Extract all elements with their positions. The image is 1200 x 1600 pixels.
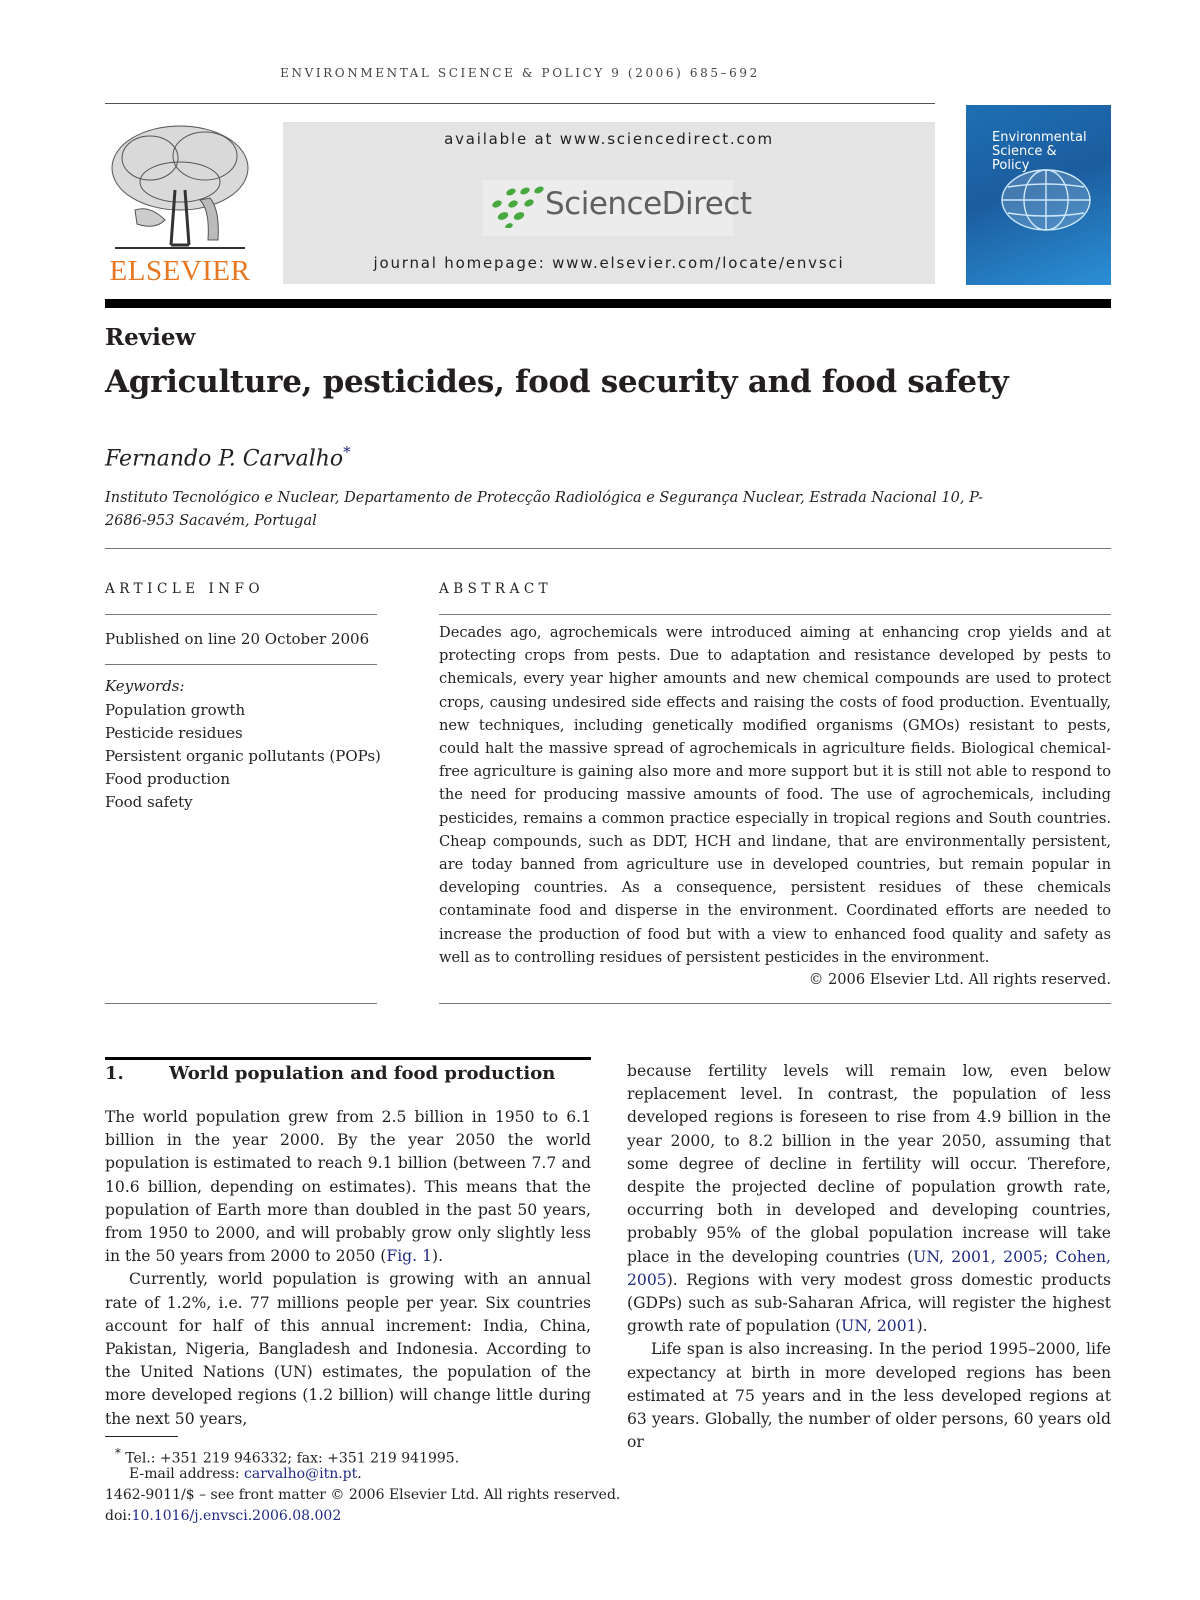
keywords-label: Keywords: (105, 677, 185, 695)
doi-line (105, 1506, 341, 1527)
email-link[interactable]: carvalho@itn.pt (244, 1466, 358, 1482)
section-heading-rule (105, 1057, 591, 1060)
section-number: 1. (105, 1063, 124, 1084)
body-column-left (105, 1106, 591, 1431)
cover-title-line: Environmental (992, 130, 1087, 145)
keyword-item: Persistent organic pollutants (POPs) (105, 747, 381, 765)
paragraph-text: ). (432, 1247, 444, 1266)
doi-link[interactable]: 10.1016/j.envsci.2006.08.002 (131, 1508, 342, 1524)
email-label: E-mail address: (129, 1466, 245, 1482)
footnote-email (129, 1464, 362, 1485)
sciencedirect-banner (283, 122, 935, 284)
paragraph-text: The world population grew from 2.5 billion in 1950 to 6.1 billion in the year 2000. By the year 2050 the world population is estimated to reach 9.1 billion (between 7.7 and 10.6 billion, depending on estimates). This means that the population of Earth more than doubled in the past 50 years, from 1950 to 2000, and will probably grow only slightly less in the 50 years from 2000 to 2050 ( (105, 1108, 591, 1266)
title-block-rule (105, 548, 1111, 549)
journal-cover[interactable] (966, 105, 1111, 285)
article-info-heading: ARTICLE INFO (105, 581, 265, 597)
paragraph-text: ). (916, 1317, 928, 1336)
footnote-contact-text: Tel.: +351 219 946332; fax: +351 219 941995. (125, 1450, 460, 1467)
section-heading (105, 1063, 591, 1084)
paragraph: Life span is also increasing. In the period 1995–2000, life expectancy at birth in more developed regions has been estimated at 75 years and in the less developed regions at 63 years. Globally, the number of older persons, 60 years old or (627, 1340, 1111, 1452)
article-type: Review (105, 324, 196, 351)
published-rule (105, 664, 377, 665)
section-title: World population and food production (169, 1063, 556, 1084)
sciencedirect-wordmark: ScienceDirect (545, 186, 752, 222)
keywords-list (105, 699, 381, 814)
issn-line: 1462-9011/$ – see front matter © 2006 Elsevier Ltd. All rights reserved. (105, 1487, 621, 1503)
footnote-rule (105, 1436, 178, 1437)
sciencedirect-logo[interactable] (483, 180, 752, 236)
sciencedirect-dots-icon (483, 184, 553, 228)
citation-link[interactable]: UN, 2001 (841, 1317, 917, 1336)
footnote-mark: * (115, 1446, 121, 1460)
journal-homepage-text[interactable]: journal homepage: www.elsevier.com/locate/envsci (373, 254, 845, 272)
keyword-item: Pesticide residues (105, 724, 243, 742)
running-head: ENVIRONMENTAL SCIENCE & POLICY 9 (2006) 685–692 (280, 66, 760, 80)
paragraph (627, 1060, 1111, 1338)
author-footnote-mark[interactable]: * (343, 443, 351, 461)
article-info-rule (105, 614, 377, 615)
author-line (105, 443, 351, 471)
abstract-text: Decades ago, agrochemicals were introduced aiming at enhancing crop yields and at protecting crops from pests. Due to adaptation and resistance developed by pests to chemicals, every year higher amounts and new chemical compounds are used to protect crops, causing undesired side effects and raising the costs of food production. Eventually, new techniques, including genetically modified organisms (GMOs) resistant to pests, could halt the massive spread of agrochemicals in agriculture fields. Biological chemical-free agriculture is gaining also more and more support but it is still not able to respond to the need for producing massive amounts of food. The use of agrochemicals, including pesticides, remains a common practice especially in tropical regions and South countries. Cheap compounds, such as DDT, HCH and lindane, that are environmentally persistent, are today banned from agriculture use in developed countries, but remain popular in developing countries. As a consequence, persistent residues of these chemicals contaminate food and disperse in the environment. Coordinated efforts are needed to increase the production of food but with a view to enhanced food quality and safety as well as to controlling residues of persistent pesticides in the environment. (439, 624, 1111, 966)
elsevier-tree-icon (105, 120, 255, 256)
doi-label: doi: (105, 1508, 132, 1524)
header-thick-rule (105, 299, 1111, 308)
available-at-text[interactable]: available at www.sciencedirect.com (444, 130, 774, 148)
paragraph: Currently, world population is growing with an annual rate of 1.2%, i.e. 77 millions people per year. Six countries account for half of this annual increment: India, China, Pakistan, Nigeria, Bangladesh and Indonesia. According to the United Nations (UN) estimates, the population of the more developed regions (1.2 billion) will change little during the next 50 years, (105, 1270, 591, 1428)
abstract-copyright: © 2006 Elsevier Ltd. All rights reserved. (808, 971, 1111, 988)
published-date: Published on line 20 October 2006 (105, 630, 370, 648)
keyword-item: Food safety (105, 793, 193, 811)
email-end: . (357, 1466, 362, 1482)
body-column-right (627, 1060, 1111, 1454)
cover-title-line: Policy (992, 158, 1030, 173)
paragraph-text: because fertility levels will remain low, even below replacement level. In contrast, the population of less developed regions is foreseen to rise from 4.9 billion in the year 2000, to 8.2 billion in the year 2050, assuming that some degree of decline in fertility will occur. Therefore, despite the projected decline of population growth rate, occurring both in developed and developing countries, probably 95% of the global population increase will take place in the developing countries ( (627, 1062, 1111, 1266)
elsevier-wordmark: ELSEVIER (109, 255, 251, 287)
affiliation: Instituto Tecnológico e Nuclear, Departamento de Protecção Radiológica e Segurança Nuclear, Estrada Nacional 10, P-2686-953 Sacavém, Portugal (105, 490, 983, 529)
keyword-item: Population growth (105, 701, 246, 719)
paragraph (105, 1106, 591, 1268)
abstract-heading: ABSTRACT (439, 581, 553, 597)
keyword-item: Food production (105, 770, 231, 788)
cover-title-line: Science & (992, 144, 1057, 159)
abstract-bottom-rule (439, 1003, 1111, 1004)
article-info-bottom-rule (105, 1003, 377, 1004)
article-title: Agriculture, pesticides, food security and food safety (105, 364, 1009, 400)
author-name: Fernando P. Carvalho (105, 446, 344, 472)
figure-link[interactable]: Fig. 1 (386, 1247, 432, 1266)
paragraph-text: ). Regions with very modest gross domestic products (GDPs) such as sub-Saharan Africa, will register the highest growth rate of population ( (627, 1270, 1111, 1336)
elsevier-logo[interactable] (105, 120, 255, 288)
abstract-rule (439, 614, 1111, 615)
header-rule (105, 103, 935, 104)
globe-icon (996, 165, 1096, 235)
citation-link[interactable]: UN, 2001, 2005; Cohen, 2005 (627, 1247, 1111, 1289)
